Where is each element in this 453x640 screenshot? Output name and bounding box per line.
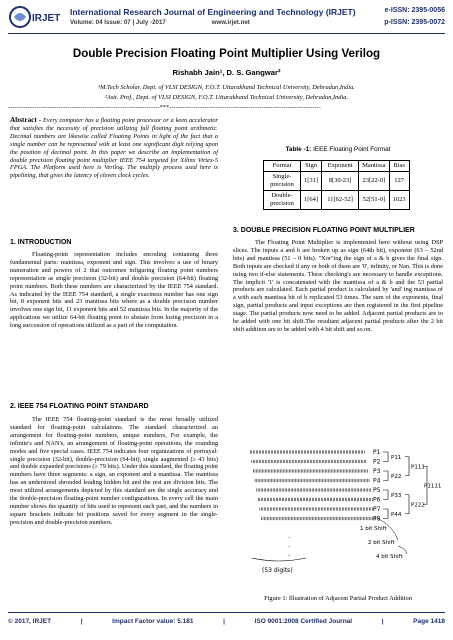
eissn: e-ISSN: 2395-0056 <box>384 7 445 14</box>
section-introduction <box>10 238 218 330</box>
table-cell: Double-precision <box>264 191 301 210</box>
footer-separator: | <box>80 618 83 625</box>
continuation-dot: . <box>288 532 291 540</box>
volume-line <box>70 19 294 26</box>
digit-count-brace <box>252 558 306 561</box>
shift-label-4bit: 4 bit Shift <box>376 554 403 560</box>
footer-rule <box>8 612 445 613</box>
partial-product-label: P1 <box>373 449 381 456</box>
table-header: Exponent <box>322 161 359 172</box>
footer-separator: | <box>223 618 225 625</box>
table-row <box>264 191 410 210</box>
section-1-text: Floating-point representation includes encoding containing three fundamental parts: mantissa, exponent and sign. This involves a use of binary numeration and powers of 2 that outcomes infiguring floating point numbers representation as single precision (32-bit) and double precision (64-bit) floating point numbers. Both these numbers are characterized by the IEEE 754 standard. As indicated by the IEEE 754 standard, a single exactness number has one sign bit, 8 exponent bits and 23 mantissa bits where as a double precision number involves one sign bit, 11 exponent bits and 52 mantissa bits. In the majority of the applications we utilize 64-bit floating point to abstain from losing precision in a long succession of operations utilized as a part of the computation. <box>10 251 218 330</box>
pair-bracket <box>383 471 388 481</box>
section-2-heading: 2. IEEE 754 FLOATING POINT STANDARD <box>10 403 149 410</box>
affiliation-1: ¹M.Tech Scholar, Dept. of VLSI DESIGN, F.O.T. Uttarakhand Technical University, Dehradun,India. <box>98 84 355 91</box>
table-cell: 8[30-23] <box>322 172 359 191</box>
pissn: p-ISSN: 2395-0072 <box>384 19 445 26</box>
footer-impact-factor: Impact Factor value: 5.181 <box>112 618 194 625</box>
figure-caption: Figure 1: Illustration of Adjacent Partial Product Addition <box>264 595 412 602</box>
irjet-logo <box>8 5 64 29</box>
shift-label-2bit: 2 bit Shift <box>368 540 395 546</box>
journal-header <box>0 0 453 34</box>
table-cell: Single-precision <box>264 172 301 191</box>
abstract-label: Abstract - <box>10 116 42 124</box>
pair-sum-label: P33 <box>391 492 402 499</box>
logo-text: IRJET <box>32 13 61 24</box>
table-row <box>264 172 410 191</box>
pair-bracket <box>383 509 388 519</box>
ieee-format-table <box>263 160 410 210</box>
pair-sum-label: P44 <box>391 511 402 518</box>
table-cell: 1023 <box>389 191 409 210</box>
footer-separator: | <box>381 618 384 625</box>
shift-label-1bit: 1 bit Shift <box>360 526 387 532</box>
pair-bracket <box>383 452 388 462</box>
journal-name: International Research Journal of Engineering and Technology (IRJET) <box>70 7 356 17</box>
footer-copyright: © 2017, IRJET <box>8 618 52 625</box>
table-caption-label: Table -1: <box>285 146 312 153</box>
partial-product-label: P7 <box>373 506 381 513</box>
partial-product-label: P6 <box>373 496 381 504</box>
abstract <box>10 117 218 180</box>
partial-product-label: P3 <box>373 468 381 475</box>
table-cell: 1[31] <box>301 172 322 191</box>
section-multiplier <box>233 226 443 334</box>
pair-bracket <box>383 490 388 500</box>
table-cell: 11[62-52] <box>322 191 359 210</box>
partial-product-label: P4 <box>373 477 381 485</box>
section-3-heading: 3. DOUBLE PRECISION FLOATING POINT MULTIPLIER <box>233 227 415 234</box>
table-cell: 127 <box>389 172 409 191</box>
section-ieee754 <box>10 402 218 527</box>
table-cell: 1[64] <box>301 191 322 210</box>
table-header: Sign <box>301 161 322 172</box>
section-2-text: The IEEE 754 floating-point standard is the most broadly utilized standard for floating-point calculations. The standard characterized an arrangement for floating-point numbers, unique numbers, For example, the infinite's and NAN's, an arrangement of floating-point operations, the rounding modes and five special cases. IEEE 754 indicates four organizations of portrayal: single precision (32-bit), double-precision (64-bit), single augmented (≥ 43 bits) and double expanded precisions (≥ 79 bits). Under this standard, the floating point numbers have three segments: a sign, an exponent and a mantissa. The mantissa has an understood shrouded leading hidden bit and the rest are division bits. The most utilized arrangements depicted by this standard are the single accuracy and the double-precision floating-point number configurations. In every cell the main number shows the quantity of bits used to represent each part, and the numbers in square brackets indicate bit positions saved for every segment in the single-precision and double-precision numbers. <box>10 416 218 526</box>
final-sum-label: P1111 <box>424 483 442 490</box>
journal-website[interactable]: www.irjet.net <box>211 19 250 26</box>
table-cell: 23[22-0] <box>359 172 389 191</box>
partial-product-figure <box>248 445 442 583</box>
paper-authors: Rishabh Jain¹, D. S. Gangwar² <box>172 68 281 77</box>
shift-arrow <box>398 546 406 554</box>
quad-bracket <box>405 495 409 514</box>
partial-product-label: P5 <box>373 487 381 494</box>
digit-count-label: (53 digits) <box>262 567 293 574</box>
table-caption <box>233 146 443 153</box>
quad-sum-label: P222 <box>411 502 425 509</box>
quad-bracket <box>405 457 409 476</box>
continuation-dot: . <box>288 550 291 558</box>
header-rule <box>8 33 445 34</box>
pair-sum-label: P22 <box>391 473 402 480</box>
table-header: Bias <box>389 161 409 172</box>
section-1-heading: 1. INTRODUCTION <box>10 239 72 246</box>
table-header-row <box>264 161 410 172</box>
abstract-text: Every computer has a floating point processor or a keen accelerator that satisfies the necessity of precision utilizing full floating point arithmetic. Decimal numbers are likewise called Floating Points in light of the fact that a single number can be represented with at least one significant digit relying upon the position of decimal point. In this paper we describe an implementation of double precision floating point multiplier IEEE 754 targeted for Xilinx Virtex-5 FPGA. The Platform used here is Verilog. The multiply process used here is pipelining, that gives the latency of eleven clock cycles. <box>10 117 219 180</box>
table-header: Format <box>264 161 301 172</box>
continuation-dot: . <box>288 541 291 549</box>
section-divider: ---------------------------------------------------------------------***--------------------------------------------------------------------- <box>8 105 321 111</box>
partial-product-label: P8 <box>373 515 381 523</box>
section-3-text: The Floating Point Multiplier is implemented here without using DSP slices. The inputs a and b are broken up as sign (64th bit), exponent (63 – 52nd bits) and mantissa (51 – 0 bits). "Xor"ing the sign of a & b gives the final sign. Both inputs are checked if any or both of them are '0', infinity, or Nan. This is done using two if-else statements. These checking's are necessary to handle exceptions. The implicit '1' is concatenated with the mantissa of a & b and the 53 partial products are calculated. Each partial product is calculated by 'and' ing mantissa of a with each mantissa bit of b replicated 53 times. The sum of the exponents, final sign, partial products and input exceptions are then registered in the first pipeline stage. The partial products now need to be added. Adjacent partial products are to be added with one bit shift.The resultant adjacent partial products after the 2 bit shift addition are to be added with 4 bit shift and so on. <box>233 239 443 333</box>
table-header: Mantissa <box>359 161 389 172</box>
table-cell: 52[51-0] <box>359 191 389 210</box>
footer-page: Page 1418 <box>413 618 445 625</box>
volume-issue: Volume: 04 Issue: 07 | July -2017 <box>70 19 166 26</box>
affiliation-2: ²Astt. Prof., Dept. of VLSI DESIGN, F.O.T. Uttarakhand Technical University, Dehradun,India. <box>104 94 349 101</box>
partial-product-label: P2 <box>373 458 381 466</box>
journal-footer <box>8 618 445 625</box>
paper-title: Double Precision Floating Point Multiplier Using Verilog <box>72 47 381 60</box>
table-caption-text: IEEE Floating Point Format <box>313 146 391 153</box>
pair-sum-label: P11 <box>391 454 402 461</box>
footer-iso: ISO 9001:2008 Certified Journal <box>254 618 353 625</box>
quad-sum-label: P111 <box>411 464 425 471</box>
